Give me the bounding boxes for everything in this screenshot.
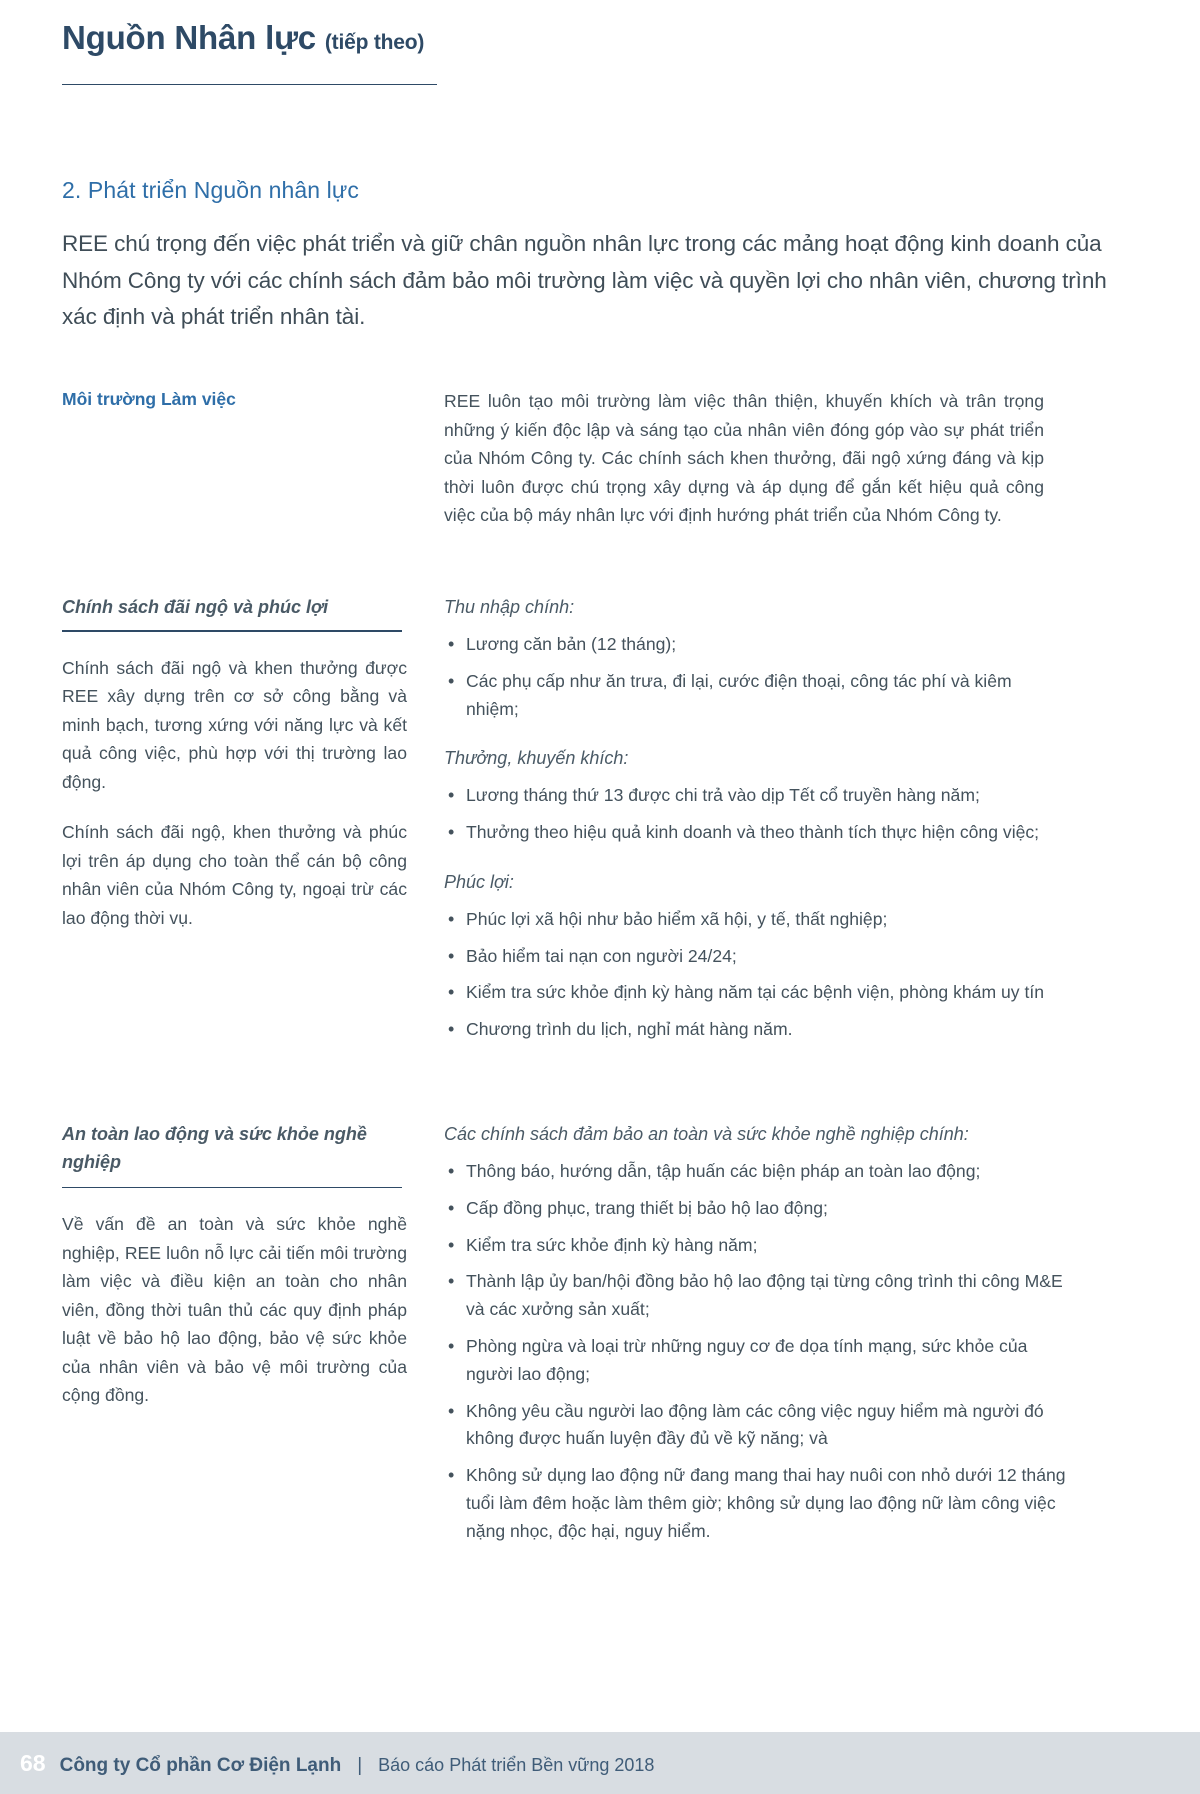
safety-section (62, 1121, 1138, 1555)
section-heading: 2. Phát triển Nguồn nhân lực (62, 177, 359, 204)
page-title (62, 18, 1138, 58)
policy-paragraph-1: Chính sách đãi ngộ và khen thưởng được REE xây dựng trên cơ sở công bằng và minh bạch, tương xứng với năng lực và kết quả công việc, phù hợp với thị trường lao động. (62, 657, 407, 792)
list-item: • Cấp đồng phục, trang thiết bị bảo hộ lao động; (444, 1195, 1066, 1223)
list-item: • Thưởng theo hiệu quả kinh doanh và theo thành tích thực hiện công việc; (444, 819, 1066, 847)
header-divider (62, 84, 437, 86)
list-item: • Lương căn bản (12 tháng); (444, 631, 1066, 659)
footer-page-number: 68 (20, 1749, 46, 1776)
safety-title: An toàn lao động và sức khỏe nghề nghiệp (62, 1124, 367, 1172)
list-item: • Chương trình du lịch, nghỉ mát hàng năm. (444, 1016, 1066, 1044)
footer-company-name: Công ty Cổ phần Cơ Điện Lạnh (59, 1754, 342, 1776)
list-item: • Không yêu cầu người lao động làm các công việc nguy hiểm mà người đó không được huấn luyện đầy đủ về kỹ năng; và (444, 1398, 1066, 1454)
policy-divider (62, 630, 402, 632)
list-item: • Phòng ngừa và loại trừ những nguy cơ đe dọa tính mạng, sức khỏe của người lao động; (444, 1333, 1066, 1389)
policy-title: Chính sách đãi ngộ và phúc lợi (62, 596, 329, 617)
work-environment-body: REE luôn tạo môi trường làm việc thân thiện, khuyến khích và trân trọng những ý kiến độc lập và sáng tạo của nhân viên đóng góp vào sự phát triển của Nhóm Công ty. Các chính sách khen thưởng, đãi ngộ xứng đáng và kịp thời luôn được chú trọng xây dựng và áp dụng để gắn kết hiệu quả công việc của bộ máy nhân lực với định hướng phát triển của Nhóm Công ty. (444, 391, 1044, 526)
safety-list (444, 1158, 1138, 1546)
policy-group-label-welfare: Phúc lợi: (444, 871, 514, 892)
list-item: • Các phụ cấp như ăn trưa, đi lại, cước điện thoại, công tác phí và kiêm nhiệm; (444, 668, 1066, 724)
work-environment-section (62, 387, 1138, 530)
page-footer (0, 1732, 1200, 1794)
list-item: • Không sử dụng lao động nữ đang mang thai hay nuôi con nhỏ dưới 12 tháng tuổi làm đêm hoặc làm thêm giờ; không sử dụng lao động nữ làm công việc nặng nhọc, độc hại, nguy hiểm. (444, 1462, 1066, 1545)
page-title-continued: (tiếp theo) (324, 31, 425, 54)
page-header (62, 0, 1138, 85)
safety-paragraph: Về vấn đề an toàn và sức khỏe nghề nghiệp, REE luôn nỗ lực cải tiến môi trường làm việc và điều kiện an toàn cho nhân viên, đồng thời tuân thủ các quy định pháp luật về bảo hộ lao động, bảo vệ sức khỏe của nhân viên và bảo vệ môi trường của cộng đồng. (62, 1214, 407, 1406)
list-item: • Thông báo, hướng dẫn, tập huấn các biện pháp an toàn lao động; (444, 1158, 1066, 1186)
list-item: • Lương tháng thứ 13 được chi trả vào dịp Tết cổ truyền hàng năm; (444, 782, 1066, 810)
page-title-main: Nguồn Nhân lực (62, 19, 316, 56)
footer-content (0, 1750, 654, 1777)
policy-group-label-bonus: Thưởng, khuyến khích: (444, 748, 629, 769)
list-item: • Kiểm tra sức khỏe định kỳ hàng năm; (444, 1232, 1066, 1260)
policy-right (442, 594, 1138, 1053)
policy-income-list (444, 631, 1138, 723)
policy-paragraph-2: Chính sách đãi ngộ, khen thưởng và phúc lợi trên áp dụng cho toàn thể cán bộ công nhân viên của Nhóm Công ty, ngoại trừ các lao động thời vụ. (62, 822, 407, 928)
intro-paragraph: REE chú trọng đến việc phát triển và giữ chân nguồn nhân lực trong các mảng hoạt động kinh doanh của Nhóm Công ty với các chính sách đảm bảo môi trường làm việc và quyền lợi cho nhân viên, chương trình xác định và phát triển nhân tài. (62, 231, 1107, 329)
list-item: • Thành lập ủy ban/hội đồng bảo hộ lao động tại từng công trình thi công M&E và các xưởng sản xuất; (444, 1268, 1066, 1324)
safety-right-title: Các chính sách đảm bảo an toàn và sức khỏe nghề nghiệp chính: (444, 1124, 969, 1145)
safety-right (442, 1121, 1138, 1555)
list-item: • Phúc lợi xã hội như bảo hiểm xã hội, y tế, thất nghiệp; (444, 906, 1066, 934)
policy-bonus-list (444, 782, 1138, 847)
work-environment-left (62, 387, 442, 412)
policy-section (62, 594, 1138, 1053)
policy-group-label-income: Thu nhập chính: (444, 596, 575, 617)
work-environment-title: Môi trường Làm việc (62, 389, 236, 410)
footer-report-name: Báo cáo Phát triển Bền vững 2018 (378, 1754, 655, 1775)
work-environment-right (442, 387, 1138, 530)
policy-welfare-list (444, 906, 1138, 1044)
list-item: • Kiểm tra sức khỏe định kỳ hàng năm tại các bệnh viện, phòng khám uy tín (444, 979, 1066, 1007)
safety-left (62, 1121, 442, 1410)
footer-separator: | (357, 1754, 363, 1776)
safety-divider (62, 1187, 402, 1189)
policy-left (62, 594, 442, 932)
list-item: • Bảo hiểm tai nạn con người 24/24; (444, 943, 1066, 971)
